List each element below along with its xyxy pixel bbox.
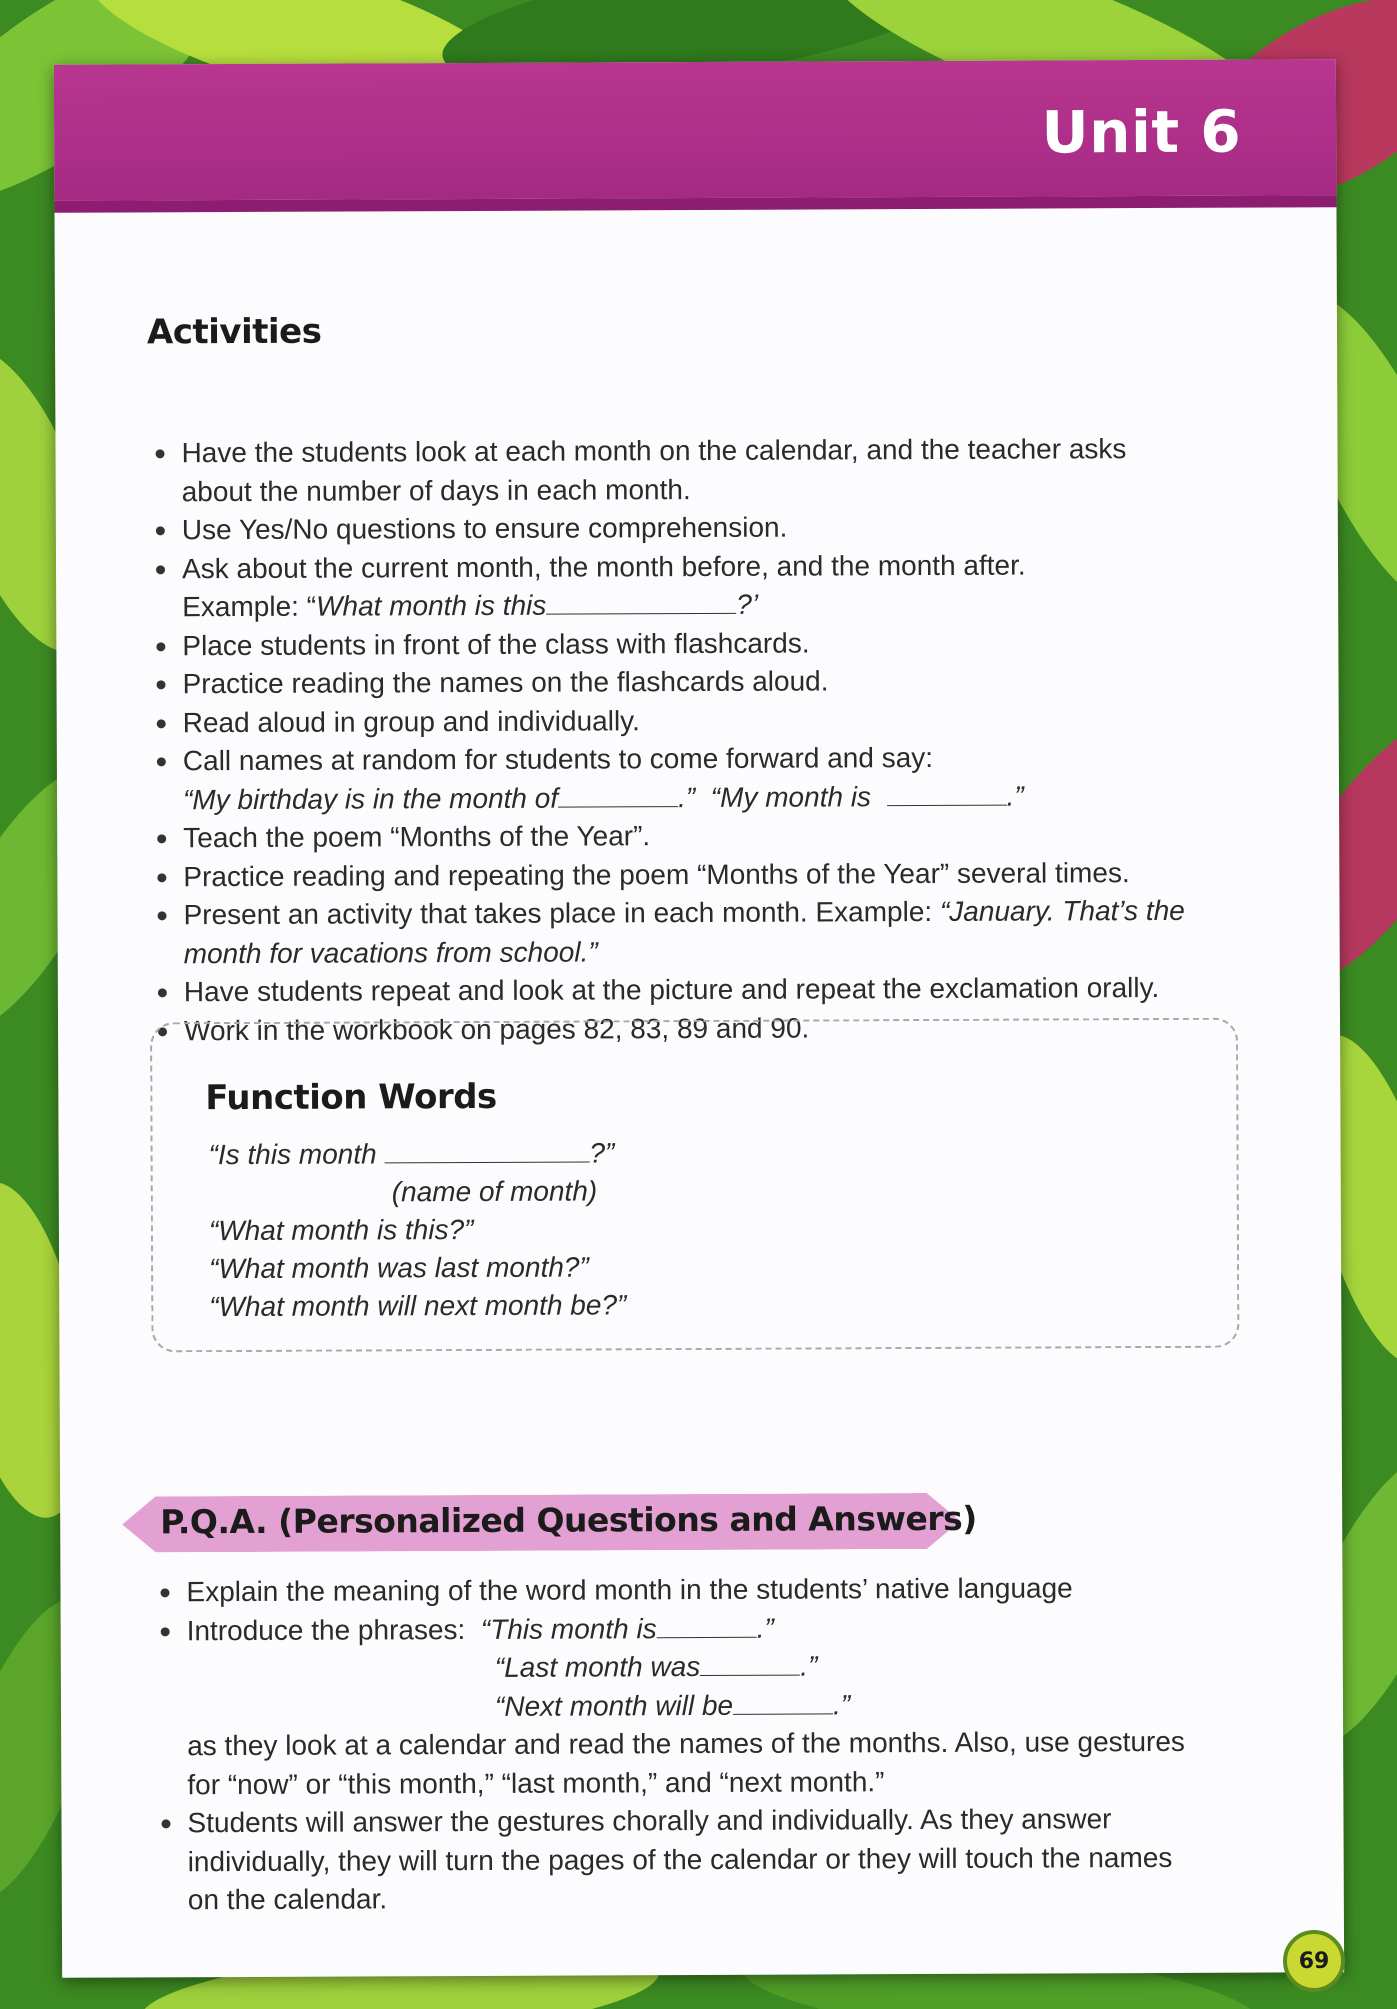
- list-item: Teach the poem “Months of the Year”.: [153, 815, 1213, 858]
- answer-blank: [733, 1691, 833, 1714]
- list-item: Ask about the current month, the month before, and the month after. Example: “What month is this ?’: [152, 545, 1212, 627]
- answer-blank: [700, 1653, 800, 1676]
- activities-list: [151, 430, 1214, 1051]
- list-item: Explain the meaning of the word month in the students’ native language: [156, 1569, 1216, 1612]
- unit-title: Unit 6: [1041, 97, 1242, 167]
- unit-header-band: [54, 59, 1337, 213]
- workbook-page: [54, 59, 1344, 1978]
- list-item: Call names at random for students to come forward and say: “My birthday is in the month of .” “My month is .”: [153, 738, 1213, 820]
- pqa-list: [156, 1569, 1218, 1920]
- answer-blank: [887, 782, 1007, 806]
- list-item: Introduce the phrases: “This month is .” “Last month was .” “Next month will be .” as they look at a calendar and read the names of the months. Also, use gestures for “now” or “this month,” “last month,” and “next month.”: [157, 1607, 1218, 1804]
- list-item: Practice reading and repeating the poem “Months of the Year” several times.: [153, 853, 1213, 896]
- list-item: Read aloud in group and individually.: [153, 699, 1213, 742]
- activities-heading: Activities: [146, 311, 322, 353]
- answer-blank: [384, 1139, 589, 1163]
- function-words-heading: Function Words: [205, 1076, 497, 1119]
- list-item: Present an activity that takes place in each month. Example: “January. That’s the month for vacations from school.”: [153, 892, 1213, 974]
- list-item: Have students repeat and look at the picture and repeat the exclamation orally.: [154, 969, 1214, 1012]
- list-item: Use Yes/No questions to ensure comprehension.: [152, 507, 1212, 550]
- answer-blank: [558, 784, 678, 808]
- list-item: Practice reading the names on the flashcards aloud.: [152, 661, 1212, 704]
- list-item: Work in the workbook on pages 82, 83, 89 and 90.: [154, 1007, 1214, 1050]
- list-item: Have the students look at each month on the calendar, and the teacher asks about the number of days in each month.: [151, 430, 1211, 512]
- page-number: 69: [1283, 1930, 1345, 1992]
- pqa-heading: P.Q.A. (Personalized Questions and Answers): [160, 1498, 977, 1542]
- list-item: Students will answer the gestures chorally and individually. As they answer individually, they will turn the pages of the calendar or they will touch the names on the calendar.: [157, 1800, 1217, 1920]
- function-words-lines: “Is this month ?” (name of month) “What month is this?” “What month was last month?” “What month will next month be?”: [208, 1137, 627, 1323]
- list-item: Place students in front of the class with flashcards.: [152, 622, 1212, 665]
- answer-blank: [657, 1614, 757, 1637]
- answer-blank: [546, 591, 736, 615]
